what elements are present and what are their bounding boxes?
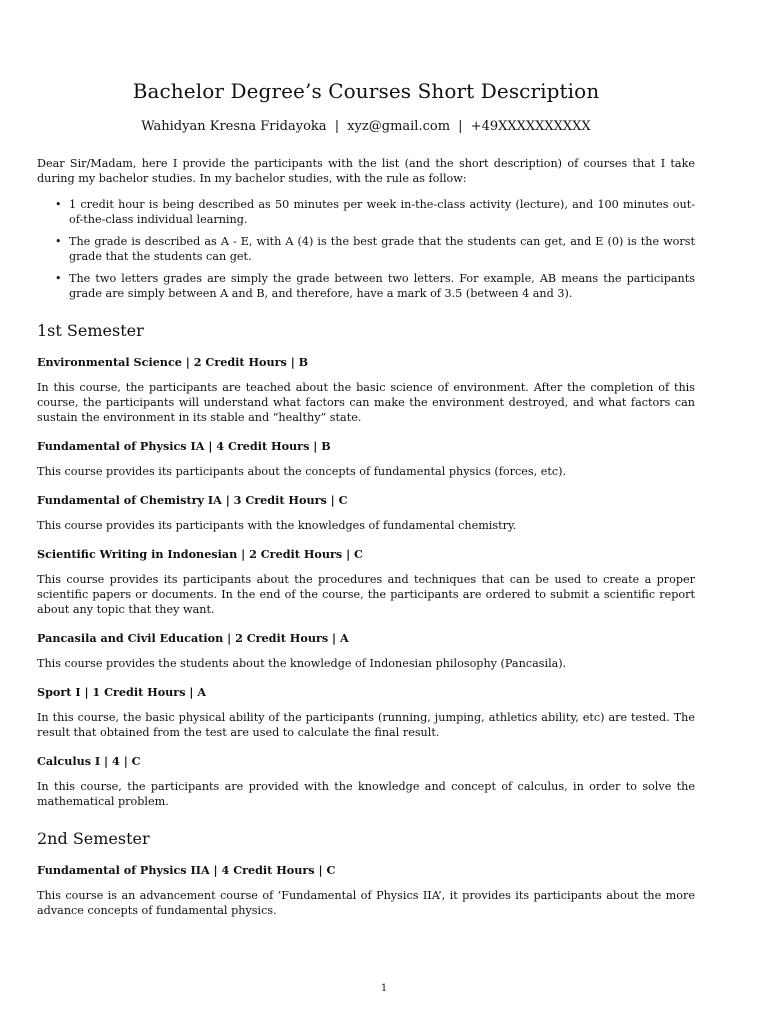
author-phone: +49XXXXXXXXXX <box>470 119 591 134</box>
course-entry <box>37 631 695 671</box>
bullet-icon: • <box>55 272 62 286</box>
rule-item <box>55 234 695 264</box>
course-entry <box>37 547 695 617</box>
course-entry <box>37 439 695 479</box>
course-description: In this course, the basic physical ability of the participants (running, jumping, athletics ability, etc) are tested. The result that obtained from the test are used to calculate the final result. <box>37 711 695 740</box>
semester-section <box>37 829 695 918</box>
semester-heading: 1st Semester <box>37 321 144 341</box>
course-title: Fundamental of Physics IIA | 4 Credit Hours | C <box>37 863 336 878</box>
rule-text: The grade is described as A - E, with A (4) is the best grade that the students can get, and E (0) is the worst grade that the students can get. <box>69 235 695 264</box>
intro-paragraph: Dear Sir/Madam, here I provide the participants with the list (and the short description) of courses that I take during my bachelor studies. In my bachelor studies, with the rule as follow: <box>37 157 695 185</box>
author-separator: | <box>334 119 340 134</box>
course-description: This course provides its participants about the procedures and techniques that can be used to create a proper scientific papers or documents. In the end of the course, the participants are ordered to submit a scientific report about any topic that they want. <box>37 573 695 617</box>
author-separator: | <box>458 119 463 134</box>
course-entry <box>37 685 695 740</box>
course-description: This course provides the students about the knowledge of Indonesian philosophy (Pancasila). <box>37 657 567 671</box>
document-title: Bachelor Degree’s Courses Short Description <box>132 79 600 103</box>
rule-item <box>55 197 695 227</box>
course-title: Sport I | 1 Credit Hours | A <box>37 685 207 700</box>
author-line <box>37 118 695 136</box>
course-description: In this course, the participants are provided with the knowledge and concept of calculus, in order to solve the mathematical problem. <box>37 780 695 809</box>
course-title: Calculus I | 4 | C <box>37 754 141 769</box>
course-title: Fundamental of Physics IA | 4 Credit Hours | B <box>37 439 331 454</box>
course-entry <box>37 355 695 425</box>
rule-text: The two letters grades are simply the grade between two letters. For example, AB means the participants grade are simply between A and B, and therefore, have a mark of 3.5 (between 4 and 3). <box>69 272 695 301</box>
author-email: xyz@gmail.com <box>347 119 451 134</box>
semester-section <box>37 321 695 809</box>
course-title: Scientific Writing in Indonesian | 2 Credit Hours | C <box>37 547 363 562</box>
rule-item <box>55 271 695 301</box>
course-description: This course is an advancement course of ’Fundamental of Physics IIA’, it provides its participants about the more advance concepts of fundamental physics. <box>37 889 695 918</box>
bullet-icon: • <box>55 235 62 249</box>
course-title: Fundamental of Chemistry IA | 3 Credit Hours | C <box>37 493 348 508</box>
course-title: Environmental Science | 2 Credit Hours | B <box>37 355 309 370</box>
course-entry <box>37 754 695 809</box>
course-entry <box>37 863 695 918</box>
rules-list <box>37 197 695 301</box>
course-entry <box>37 493 695 533</box>
author-name: Wahidyan Kresna Fridayoka <box>141 119 327 134</box>
bullet-icon: • <box>55 198 62 212</box>
course-description: In this course, the participants are teached about the basic science of environment. After the completion of this course, the participants will understand what factors can make the environment destroyed, and what factors can sustain the environment in its stable and “healthy” state. <box>37 381 695 425</box>
course-description: This course provides its participants about the concepts of fundamental physics (forces, etc). <box>37 465 567 479</box>
semester-heading: 2nd Semester <box>37 829 150 849</box>
rule-text: 1 credit hour is being described as 50 minutes per week in-the-class activity (lecture), and 100 minutes out-of-the-class individual learning. <box>69 198 695 227</box>
document-content <box>37 78 695 918</box>
course-description: This course provides its participants with the knowledges of fundamental chemistry. <box>37 519 517 533</box>
page-number: 1 <box>380 983 388 994</box>
course-title: Pancasila and Civil Education | 2 Credit Hours | A <box>37 631 349 646</box>
